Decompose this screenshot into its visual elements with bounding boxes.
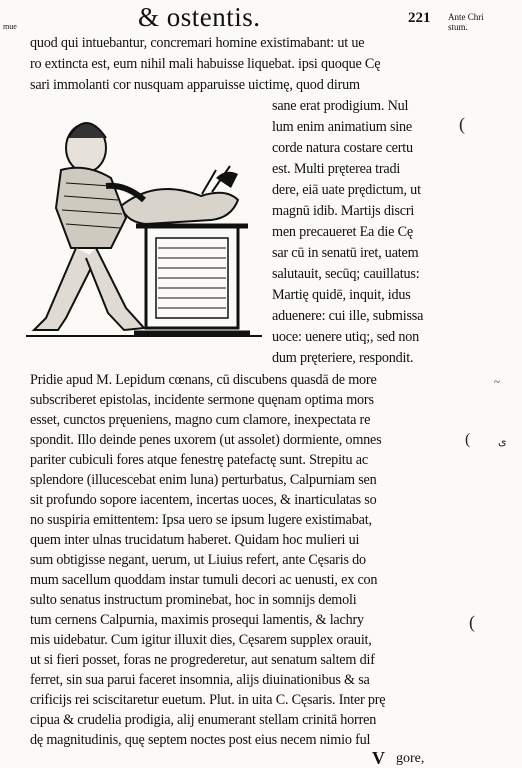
- text-line: quem inter ulnas trucidatum haberet. Quidam hoc mulieri ui: [30, 532, 360, 548]
- margin-pen-mark: (: [465, 431, 471, 448]
- text-line: dum pręteriere, respondit.: [272, 350, 414, 366]
- text-line: corde natura costare certu: [272, 140, 413, 156]
- text-line: mum sacellum quoddam instar tumuli decori ac uenusti, ex con: [30, 572, 378, 588]
- text-line: ferret, sin sua parui faceret insomnia, alijs diuinationibus & sa: [30, 672, 370, 688]
- text-line: quod qui intuebantur, concremari homine existimabant: ut ue: [30, 35, 365, 51]
- text-line: pariter cubiculi fores atque fenestrę patefactę sunt. Strepitu ac: [30, 452, 368, 468]
- text-line: mis uidebatur. Cum igitur illuxit dies, Cęsarem supplex orauit,: [30, 632, 372, 648]
- margin-bracket-mark: (: [459, 114, 465, 134]
- margin-pen-mark: ی: [498, 436, 507, 448]
- text-line: sum obtigisse negant, uerum, ut Liuius refert, ante Cęsaris do: [30, 552, 366, 568]
- text-line: ro extincta est, eum nihil mali habuisse liquebat. ipsi quoque Cę: [30, 56, 381, 72]
- text-line: no suspiria emittentem: Ipsa uero se ipsum lugere existimabat,: [30, 512, 372, 528]
- text-line: Martię quidē, inquit, idus: [272, 287, 411, 303]
- text-line: salutauit, secūq; cauillatus:: [272, 266, 420, 282]
- margin-note-line: Ante Chri: [448, 12, 484, 22]
- margin-note: [448, 12, 518, 32]
- text-line: aduenere: cui ille, submissa: [272, 308, 424, 324]
- text-line: sane erat prodigium. Nul: [272, 98, 409, 114]
- text-line: dę magnitudinis, quę septem noctes post eius necem nimio ful: [30, 732, 371, 748]
- text-line: spondit. Illo deinde penes uxorem (ut assolet) dormiente, omnes: [30, 432, 382, 448]
- text-line: sar cū in senatū iret, uatem: [272, 245, 419, 261]
- text-line: cipua & crudelia prodigia, alij enumerant stellam crinitā horren: [30, 712, 377, 728]
- text-line: est. Multi pręterea tradi: [272, 161, 401, 177]
- text-line: esset, cunctos pręueniens, magno cum clamore, inexpectata re: [30, 412, 371, 428]
- text-line: splendore (illucescebat enim luna) perturbatus, Calpurniam sen: [30, 472, 377, 488]
- text-line: uoce: uenere utiq;, sed non: [272, 329, 420, 345]
- catchword: gore,: [396, 751, 425, 766]
- text-line: Pridie apud M. Lepidum cœnans, cū discubens quasdā de more: [30, 372, 377, 388]
- text-line: sulto senatus instructum prominebat, hoc in somnijs demoli: [30, 592, 357, 608]
- left-margin-note: mue: [3, 22, 17, 31]
- text-line: dere, eiā uate prędictum, ut: [272, 182, 421, 198]
- text-line: ut si fieri posset, foras ne progrederetur, aut senatum saltem dif: [30, 652, 375, 668]
- running-title: & ostentis.: [138, 2, 261, 32]
- page-number: 221: [408, 10, 431, 26]
- text-line: sit profundo sopore iacentem, incertas uoces, & inarticulatas so: [30, 492, 377, 508]
- text-line: lum enim animatium sine: [272, 119, 413, 135]
- text-line: sari immolanti cor nusquam apparuisse uictimę, quod dirum: [30, 77, 360, 93]
- text-line: magnū idib. Martijs discri: [272, 203, 415, 219]
- catchword-initial: V: [372, 748, 385, 768]
- text-line: crificijs rei sciscitaretur euetum. Plut. in uita C. Cęsaris. Inter prę: [30, 692, 386, 708]
- margin-note-line: stum.: [448, 22, 468, 32]
- text-line: men precaueret Ea die Cę: [272, 224, 413, 240]
- margin-bracket-mark: (: [469, 612, 475, 632]
- margin-pen-mark: ~: [494, 376, 500, 388]
- woodcut-illustration: [26, 108, 262, 344]
- text-line: subscriberet epistolas, incidente sermone quęnam optima mors: [30, 392, 374, 408]
- text-line: tum cernens Calpurnia, maximis prosequi lamentis, & lachry: [30, 612, 364, 628]
